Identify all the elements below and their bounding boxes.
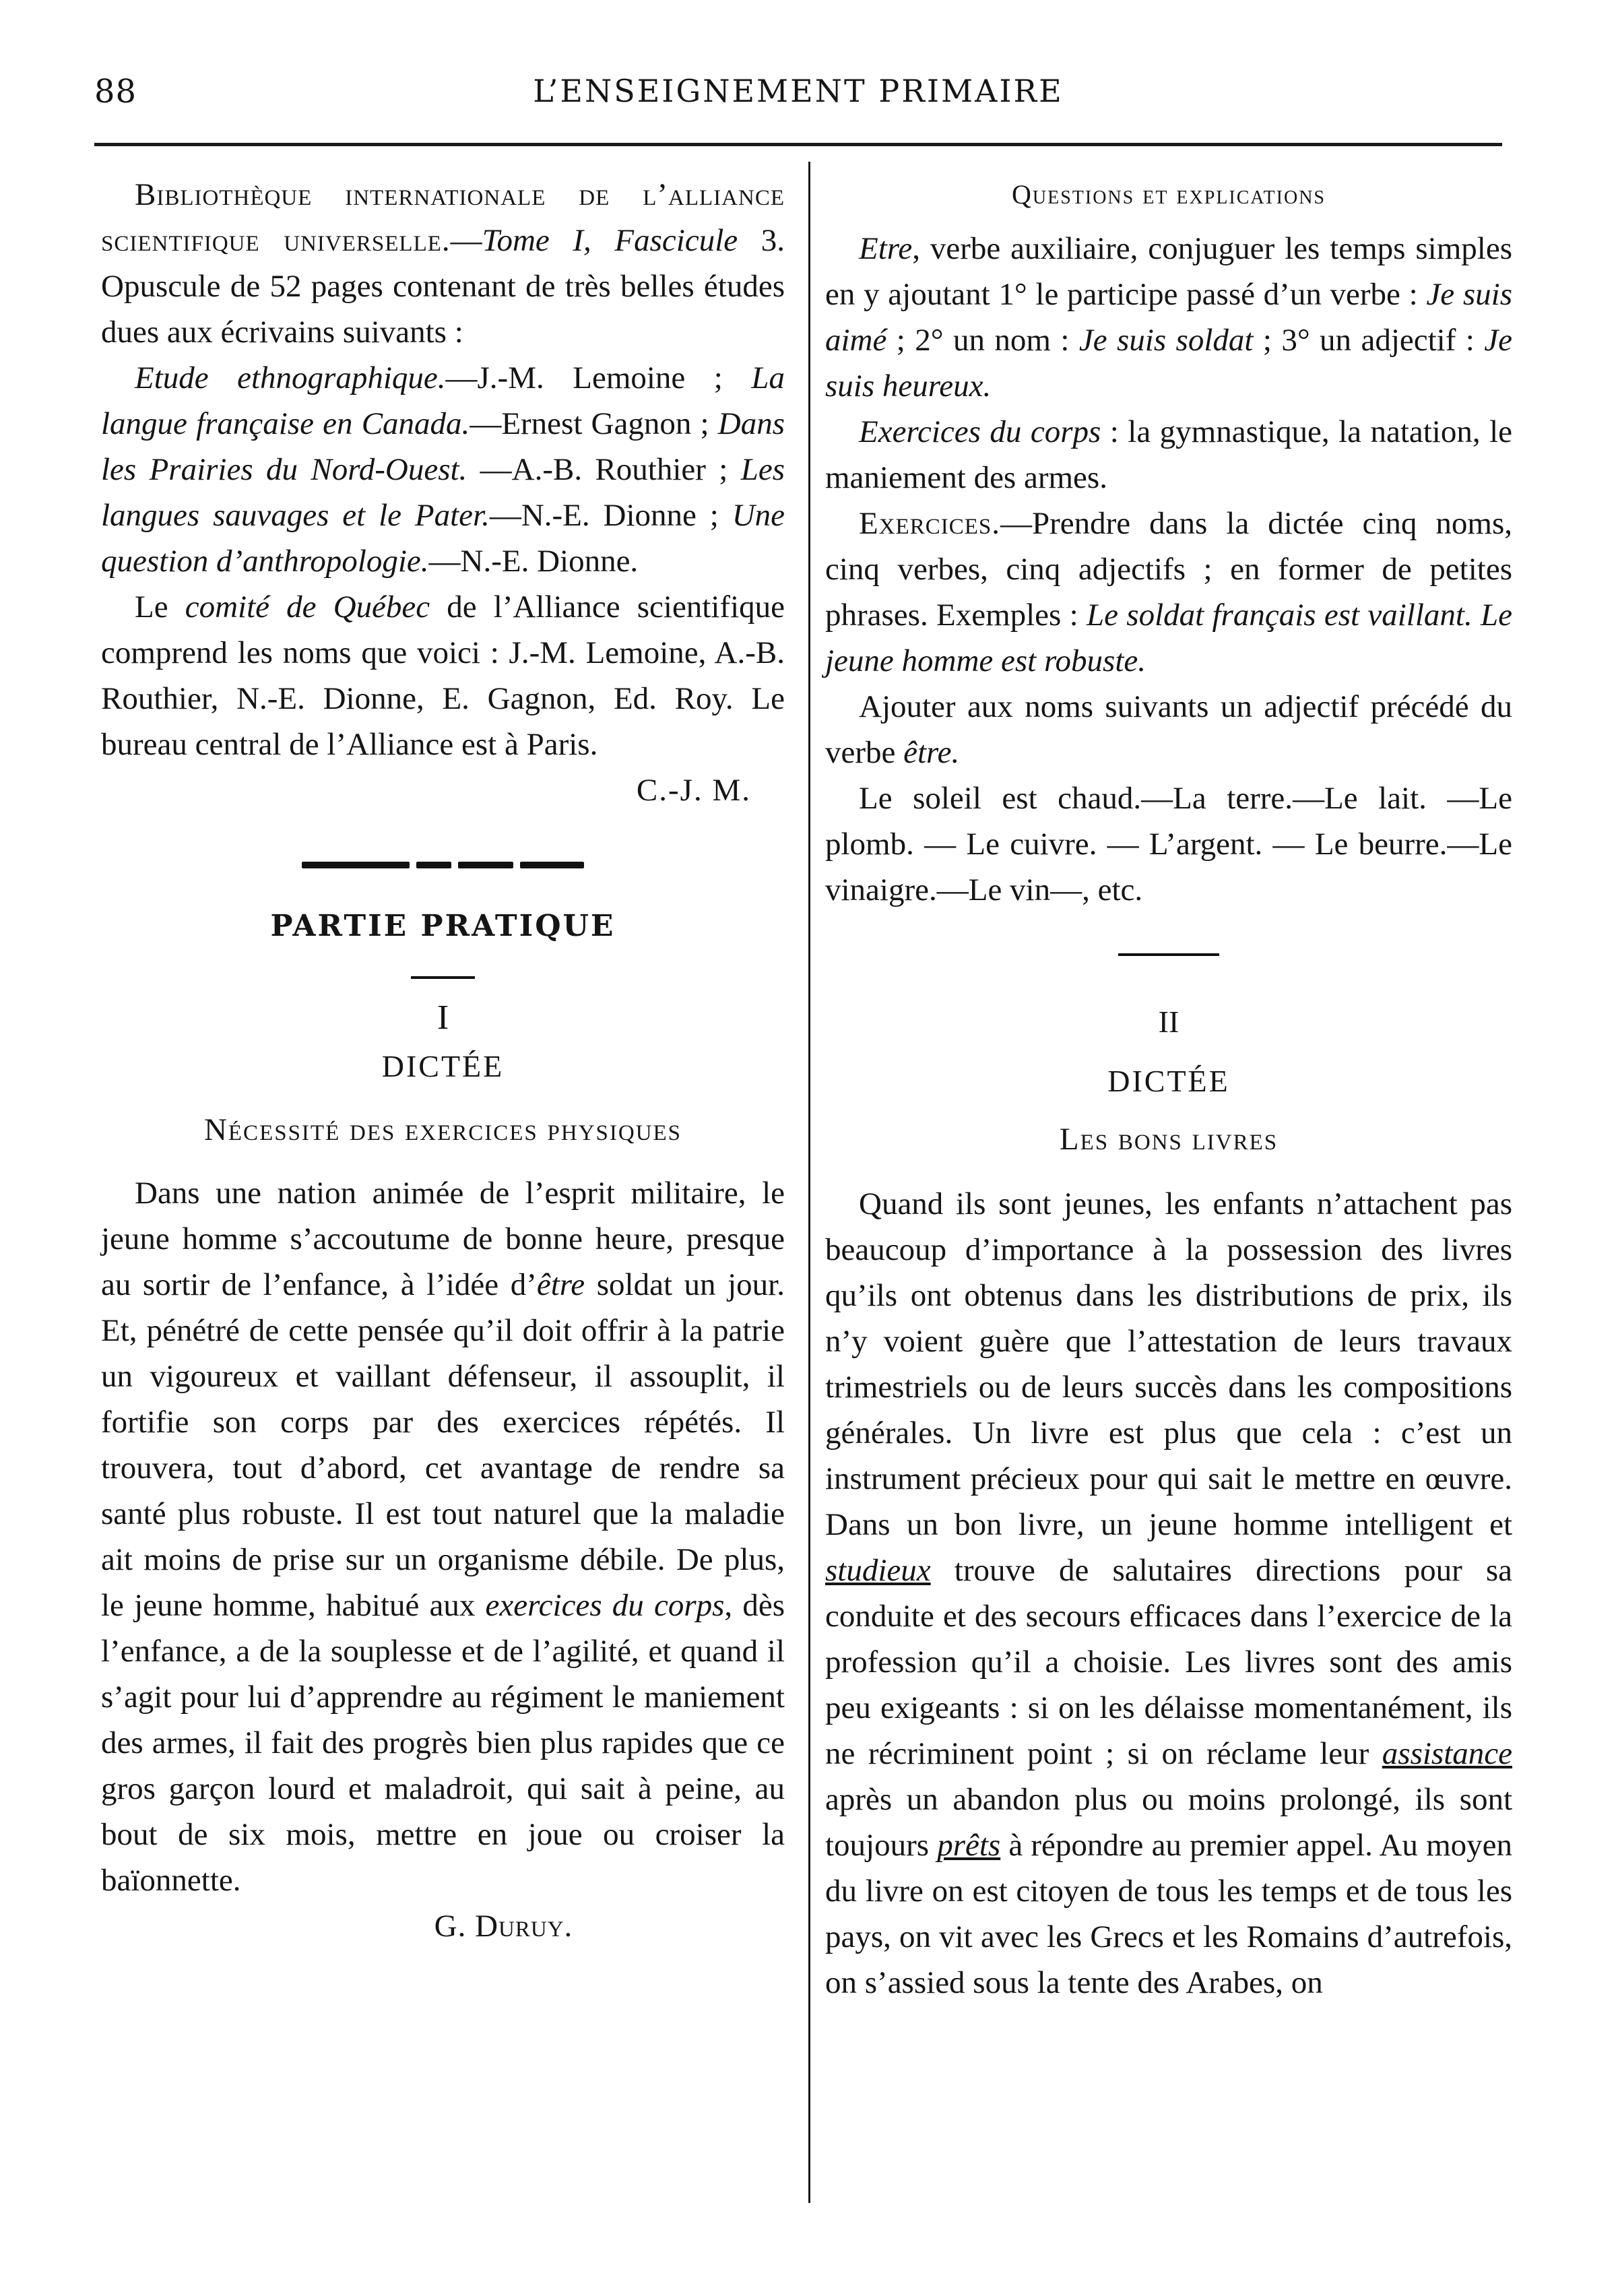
nouns-list: Le soleil est chaud.—La terre.—Le lait. —Le plomb. — Le cuivre. — L’argent. — Le beurre.—Le vinaigre.—Le vin—, etc. <box>825 781 1512 907</box>
bibliography-label: Bibliothèque internationale de l’alliance scientifique universelle. <box>101 177 785 258</box>
studies-list: Etude ethnographique.—J.-M. Lemoine ; La langue française en Canada.—Ernest Gagnon ; Dans les Prairies du Nord-Ouest. —A.-B. Routhier ; Les langues sauvages et le Pater.—N.-E. Dionne ; Une question d’anthropologie.—N.-E. Dionne. <box>101 360 785 579</box>
ornamental-rule <box>302 862 585 868</box>
exercices-paragraph: Exercices.—Prendre dans la dictée cinq noms, cinq verbes, cinq adjectifs ; en former de petites phrases. Exemples : Le soldat français est vaillant. Le jeune homme est robuste. <box>825 506 1512 678</box>
lesson-number: II <box>1158 1004 1179 1039</box>
left-column <box>101 172 785 1949</box>
lesson-number: I <box>437 998 449 1037</box>
running-head: L’ENSEIGNEMENT PRIMAIRE <box>533 73 1064 109</box>
dictee-title: Nécessité des exercices physiques <box>203 1112 682 1147</box>
questions-explanation: Etre, verbe auxiliaire, conjuguer les temps simples en y ajoutant 1° le participe passé d’un verbe : Je suis aimé ; 2° un nom : Je suis soldat ; 3° un adjectif : Je suis heureux. <box>825 231 1512 404</box>
dictee-author: G. Duruy. <box>434 1909 573 1944</box>
dictee-heading: DICTÉE <box>1107 1064 1230 1098</box>
ajouter-paragraph: Ajouter aux noms suivants un adjectif précédé du verbe être. <box>825 689 1512 770</box>
dictee-passage: Quand ils sont jeunes, les enfants n’attachent pas beaucoup d’importance à la possession des livres qu’ils ont obtenus dans les distributions de prix, ils n’y voient guère que l’attestation de leurs travaux trimestriels ou de leurs succès dans les compositions générales. Un livre est plus que cela : c’est un instrument précieux pour qui sait le mettre en œuvre. Dans un bon livre, un jeune homme intelligent et studieux trouve de salutaires directions pour sa conduite et des secours efficaces dans l’exercice de la profession qu’il a choisie. Les livres sont des amis peu exigeants : si on les délaisse momentanément, ils ne récriminent point ; si on réclame leur assistance après un abandon plus ou moins prolongé, ils sont toujours prêts à répondre au premier appel. Au moyen du livre on est citoyen de tous les temps et de tous les pays, on vit avec les Grecs et les Romains d’autrefois, on s’assied sous la tente des Arabes, on <box>825 1186 1512 2000</box>
header-rule <box>94 143 1502 146</box>
column-divider <box>808 162 810 2203</box>
exercices-du-corps: Exercices du corps : la gymnastique, la natation, le maniement des armes. <box>825 414 1512 495</box>
right-column <box>825 172 1512 2006</box>
dictee-heading: DICTÉE <box>381 1049 505 1083</box>
bibliography-entry: Bibliothèque internationale de l’alliance scientifique universelle.—Tome I, Fascicule 3. Opuscule de 52 pages contenant de très belles études dues aux écrivains suivants : <box>101 177 785 350</box>
article-signature: C.-J. M. <box>636 773 751 808</box>
bibliography-volume: Tome I, Fascicule <box>482 223 738 258</box>
page-header <box>94 73 1502 120</box>
section-title: PARTIE PRATIQUE <box>270 909 616 943</box>
dictee-passage: Dans une nation animée de l’esprit militaire, le jeune homme s’accoutume de bonne heure, presque au sortir de l’enfance, à l’idée d’être soldat un jour. Et, pénétré de cette pensée qu’il doit offrir à la patrie un vigoureux et vaillant défenseur, il assouplit, il fortifie son corps par des exercices répétés. Il trouvera, tout d’abord, cet avantage de rendre sa santé plus robuste. Il est tout naturel que la maladie ait moins de prise sur un organisme débile. De plus, le jeune homme, habitué aux exercices du corps, dès l’enfance, a de la souplesse et de l’agilité, et quand il s’agit pour lui d’apprendre au régiment le maniement des armes, il fait des progrès bien plus rapides que ce gros garçon lourd et maladroit, qui sait à peine, au bout de six mois, mettre en joue ou croiser la baïonnette. <box>101 1176 785 1898</box>
committee-paragraph: Le comité de Québec de l’Alliance scientifique comprend les noms que voici : J.-M. Lemoine, A.-B. Routhier, N.-E. Dionne, E. Gagnon, Ed. Roy. Le bureau central de l’Alliance est à Paris. <box>101 589 785 762</box>
dictee-title: Les bons livres <box>1059 1122 1279 1157</box>
questions-heading: Questions et explications <box>1012 179 1326 210</box>
page-number: 88 <box>94 73 137 110</box>
